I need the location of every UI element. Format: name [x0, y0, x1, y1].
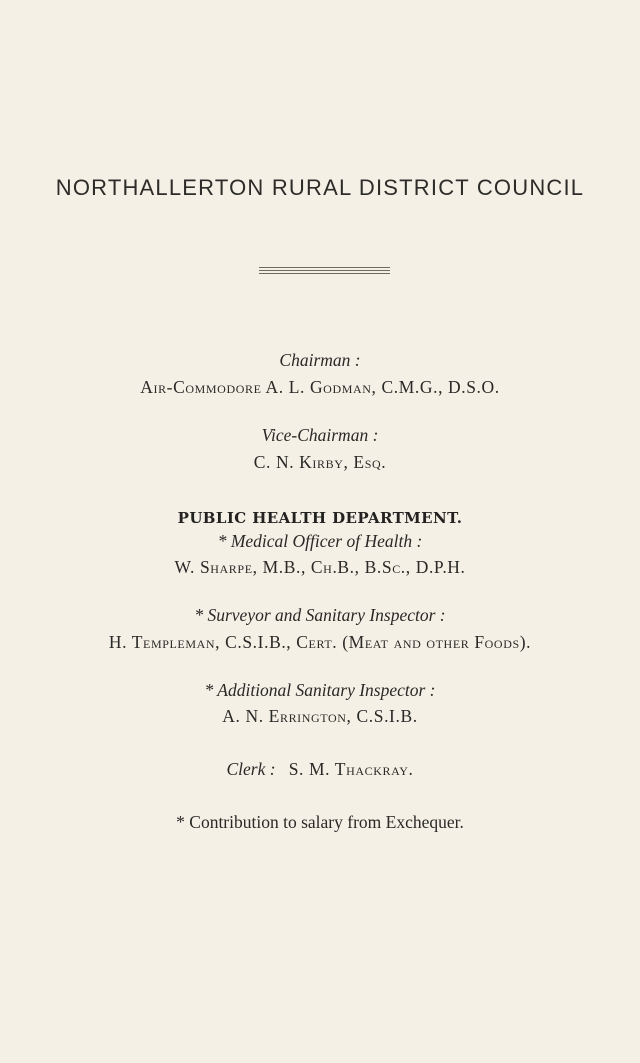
department-heading: PUBLIC HEALTH DEPARTMENT. — [177, 509, 463, 527]
vice-chairman-name: C. N. Kirby, Esq. — [253, 452, 387, 472]
title-rule-bottom — [259, 273, 390, 274]
clerk-label: Clerk : — [226, 759, 276, 779]
chairman-name: Air-Commodore A. L. Godman, C.M.G., D.S.O. — [140, 377, 500, 397]
surveyor-label: * Surveyor and Sanitary Inspector : — [194, 605, 446, 625]
clerk-line — [0, 759, 640, 780]
additional-inspector-label: * Additional Sanitary Inspector : — [204, 680, 436, 700]
footnote: * Contribution to salary from Exchequer. — [176, 812, 464, 832]
medical-officer-label: * Medical Officer of Health : — [217, 531, 423, 551]
vice-chairman-label: Vice-Chairman : — [261, 425, 379, 445]
surveyor-name: H. Templeman, C.S.I.B., Cert. (Meat and other Foods). — [108, 632, 532, 652]
chairman-label: Chairman : — [279, 350, 361, 370]
clerk-separator — [280, 759, 284, 779]
title-rule-middle — [259, 270, 390, 271]
clerk-name: S. M. Thackray. — [288, 759, 414, 779]
council-title: NORTHALLERTON RURAL DISTRICT COUNCIL — [55, 175, 585, 200]
title-rule-top — [259, 267, 390, 268]
medical-officer-name: W. Sharpe, M.B., Ch.B., B.Sc., D.P.H. — [174, 557, 466, 577]
additional-inspector-name: A. N. Errington, C.S.I.B. — [222, 706, 418, 726]
